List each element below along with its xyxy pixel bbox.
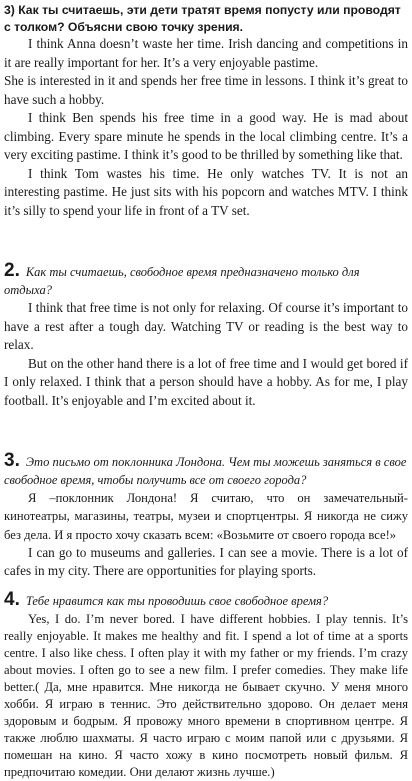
task-4-question bbox=[4, 591, 408, 611]
task-4-answer: Yes, I do. I’m never bored. I have different hobbies. I play tennis. It’s really enjoyable. It makes me healthy and fit. I spend a lot of time at a sports centre. I also like chess. I often play it with my father or my friends. I’m crazy about movies. I often go to see a new film. I prefer comedies. They make life better.( Да, мне нравится. Мне никогда не бывает скучно. У меня много хобби. Я играю в теннис. Это действительно здорово. Он делает меня здоровым и бодрым. Я провожу много времени в спортивном центре. Я также люблю шахматы. Я часто играю с моим папой или с друзьями. Я помешан на кино. Я часто хожу в кино посмотреть новый фильм. Я предпочитаю комедии. Они делают жизнь лучше.) bbox=[4, 611, 408, 779]
task-2-answer-2: But on the other hand there is a lot of free time and I would get bored if I only relaxed. I think that a person should have a hobby. As for me, I play football. It’s enjoyable and I’m excited about it. bbox=[4, 355, 408, 408]
answer-tom: I think Tom wastes his time. He only watches TV. It is not an interesting pastime. He just sits with his popcorn and watches MTV. I think it’s silly to spend your life in front of a TV set. bbox=[4, 165, 408, 218]
section-3-exercise bbox=[4, 2, 408, 220]
task-4 bbox=[4, 591, 408, 781]
task-2-number: 2. bbox=[4, 260, 20, 281]
task-2-question-text: Как ты считаешь, свободное время предназначено только для отдыха? bbox=[4, 265, 360, 297]
task-2-answer-1: I think that free time is not only for relaxing. Of course it’s important to have a rest after a tough day. Watching TV or reading is the best way to relax. bbox=[4, 300, 408, 352]
section-3-question: 3) Как ты считаешь, эти дети тратят время попусту или проводят с толком? Объясни свою точку зрения. bbox=[4, 3, 401, 34]
task-3-answer: I can go to museums and galleries. I can see a movie. There is a lot of cafes in my city. There are opportunities for playing sports. bbox=[4, 544, 408, 579]
task-4-number: 4. bbox=[4, 589, 20, 610]
task-4-question-text: Тебе нравится как ты проводишь свое свободное время? bbox=[25, 594, 329, 608]
answer-anna-continued: She is interested in it and spends her free time in lessons. I think it’s great to have such a hobby. bbox=[4, 73, 408, 107]
task-3-number: 3. bbox=[4, 450, 20, 471]
answer-ben: I think Ben spends his free time in a good way. He is mad about climbing. Every spare minute he spends in the local climbing centre. It’s a very exciting pastime. I think it’s good to be thrilled by something like that. bbox=[4, 110, 408, 162]
task-2-question bbox=[4, 262, 408, 299]
task-3-question-text: Это письмо от поклонника Лондона. Чем ты можешь заняться в свое свободное время, чтобы получить все от своего города? bbox=[4, 455, 407, 487]
answer-anna: I think Anna doesn’t waste her time. Irish dancing and competitions in it are really important for her. It’s a very enjoyable pastime. bbox=[4, 36, 408, 70]
task-3-translation: Я –поклонник Лондона! Я считаю, что он замечательный- кинотеатры, магазины, театры, музеи и спортцентры. Я никогда не сижу без дела. И я просто хочу сказать всем: «Возьмите от своего города все!» bbox=[4, 491, 408, 542]
task-2 bbox=[4, 262, 408, 410]
task-3 bbox=[4, 452, 408, 581]
task-3-question bbox=[4, 452, 408, 489]
